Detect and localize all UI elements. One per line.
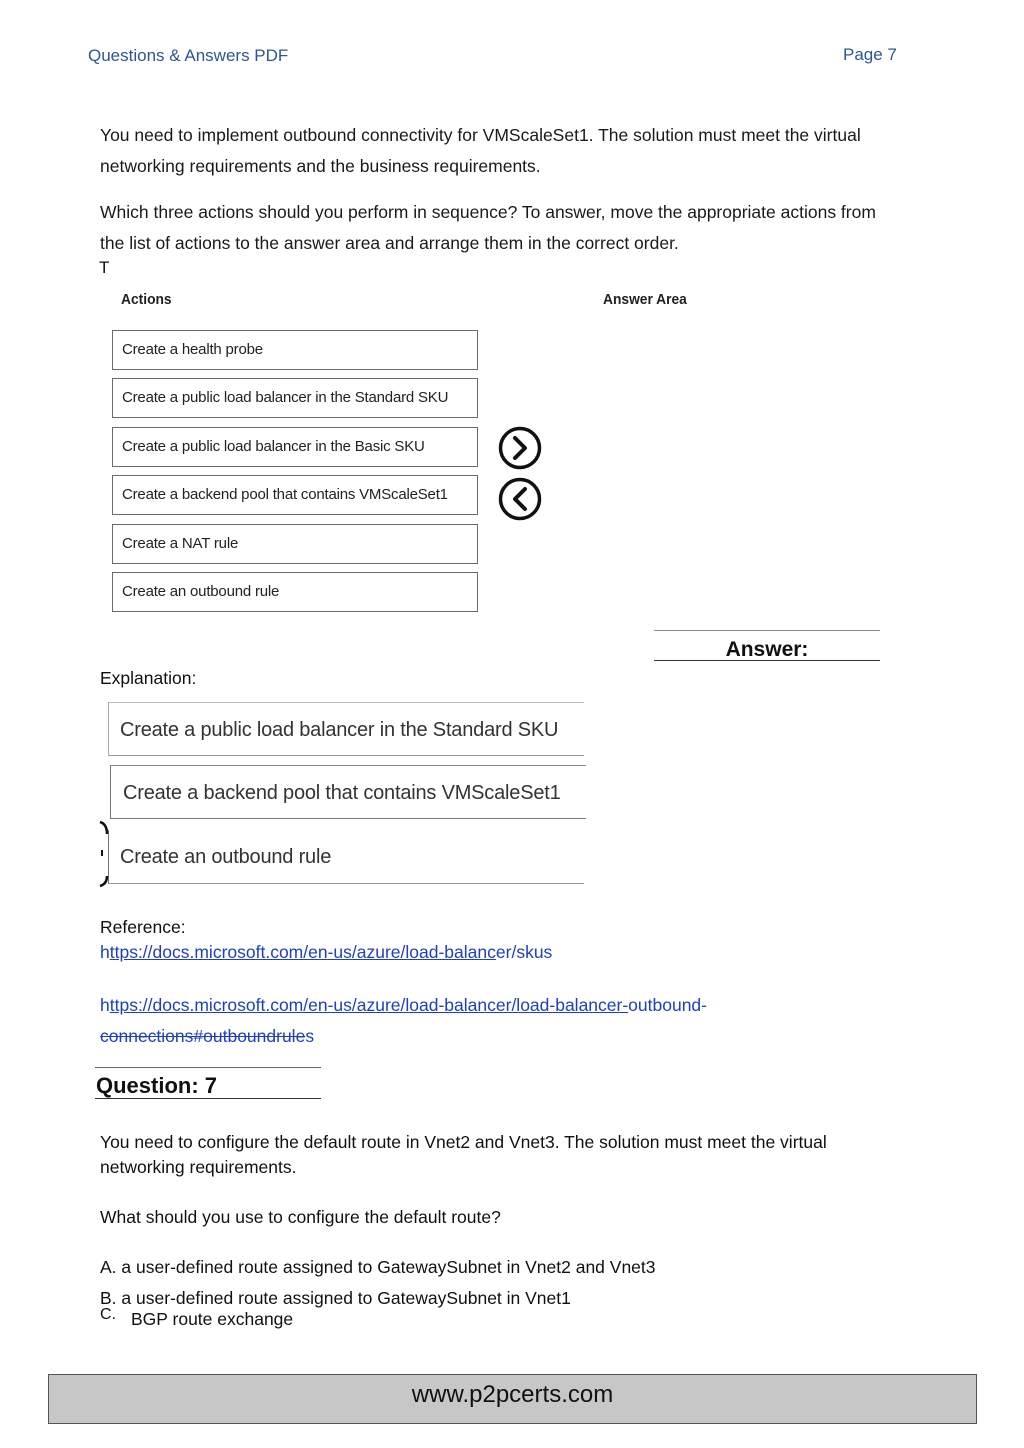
- reference-link-2-continued[interactable]: connections#outboundrules: [100, 1026, 315, 1046]
- page-number: Page 7: [843, 45, 897, 64]
- bracket-icon: [98, 820, 110, 890]
- answer-item-standard-lb: Create a public load balancer in the Standard SKU: [108, 702, 584, 756]
- reference-label: Reference:: [100, 917, 186, 937]
- footer-site[interactable]: www.p2pcerts.com: [411, 1381, 614, 1408]
- q7-paragraph-1: You need to configure the default route in Vnet2 and Vnet3. The solution must meet the virtual networking requirements.: [100, 1132, 827, 1177]
- action-item-standard-lb[interactable]: Create a public load balancer in the Standard SKU: [112, 378, 478, 418]
- reference-link-1[interactable]: https://docs.microsoft.com/en-us/azure/load-balancer/skus: [100, 942, 553, 962]
- q6-paragraph-1: You need to implement outbound connectivity for VMScaleSet1. The solution must meet the virtual networking requirements and the business requirements.: [100, 125, 861, 176]
- option-b[interactable]: B. a user-defined route assigned to GatewaySubnet in Vnet1: [100, 1288, 571, 1308]
- action-item-basic-lb[interactable]: Create a public load balancer in the Basic SKU: [112, 427, 478, 467]
- q7-prompt: What should you use to configure the default route?: [100, 1207, 501, 1227]
- move-left-button[interactable]: [498, 477, 542, 521]
- question-rule-bottom: [95, 1098, 321, 1099]
- question-rule-top: [95, 1067, 321, 1068]
- explanation-label: Explanation:: [100, 668, 197, 688]
- action-item-health-probe[interactable]: Create a health probe: [112, 330, 478, 370]
- option-c[interactable]: BGP route exchange: [131, 1309, 294, 1329]
- reference-link-2[interactable]: https://docs.microsoft.com/en-us/azure/load-balancer/load-balancer-outbound-: [100, 995, 707, 1015]
- action-item-backend-pool[interactable]: Create a backend pool that contains VMScaleSet1: [112, 475, 478, 515]
- answer-rule-top: [654, 630, 880, 631]
- action-item-outbound-rule[interactable]: Create an outbound rule: [112, 572, 478, 612]
- stray-letter: T: [99, 258, 110, 277]
- footer-banner: [48, 1374, 977, 1424]
- actions-heading: Actions: [121, 291, 172, 308]
- header-title: Questions & Answers PDF: [88, 46, 289, 65]
- option-a[interactable]: A. a user-defined route assigned to GatewaySubnet in Vnet2 and Vnet3: [100, 1257, 656, 1277]
- answer-rule-bottom: [654, 660, 880, 661]
- answer-label: Answer:: [725, 638, 809, 661]
- q6-paragraph-2: Which three actions should you perform in sequence? To answer, move the appropriate actions from the list of actions to the answer area and arrange them in the correct order.: [100, 202, 876, 253]
- answer-item-outbound-rule: Create an outbound rule: [108, 830, 584, 884]
- action-item-nat-rule[interactable]: Create a NAT rule: [112, 524, 478, 564]
- move-right-button[interactable]: [498, 426, 542, 470]
- answer-area-heading: Answer Area: [603, 291, 687, 308]
- option-c-letter: C.: [100, 1306, 116, 1323]
- question-7-title: Question: 7: [96, 1073, 218, 1098]
- answer-item-backend-pool: Create a backend pool that contains VMScaleSet1: [110, 765, 586, 819]
